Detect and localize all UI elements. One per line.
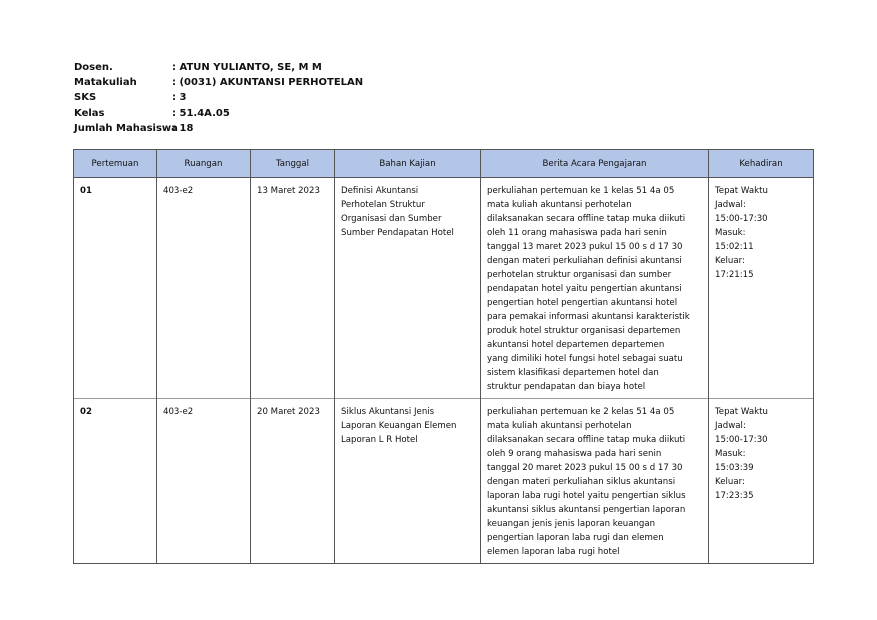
berita-line: mata kuliah akuntansi perhotelan: [487, 421, 632, 431]
berita-acara-cell: [481, 178, 709, 399]
bahan-line: Laporan Keuangan Elemen: [341, 421, 457, 431]
berita-line: akuntansi hotel departemen departemen: [487, 340, 665, 350]
berita-line: pengertian hotel pengertian akuntansi hotel: [487, 298, 678, 308]
berita-line: dilaksanakan secara offline tatap muka diikuti: [487, 214, 686, 224]
jadwal-value: 15:00-17:30: [715, 214, 768, 224]
berita-line: laporan laba rugi hotel yaitu pengertian siklus: [487, 491, 686, 501]
jadwal-label: Jadwal:: [715, 421, 746, 431]
ruangan-cell: 403-e2: [157, 399, 251, 564]
berita-line: oleh 9 orang mahasiswa pada hari senin: [487, 449, 662, 459]
keluar-label: Keluar:: [715, 256, 745, 266]
matakuliah-value: : (0031) AKUNTANSI PERHOTELAN: [172, 77, 364, 89]
berita-line: para pemakai informasi akuntansi karakteristik: [487, 312, 690, 322]
header-tanggal: Tanggal: [251, 150, 335, 178]
tanggal-cell: 20 Maret 2023: [251, 399, 335, 564]
berita-line: dilaksanakan secara offline tatap muka diikuti: [487, 435, 686, 445]
keluar-label: Keluar:: [715, 477, 745, 487]
berita-line: perhotelan struktur organisasi dan sumber: [487, 270, 672, 280]
kehadiran-cell: [709, 178, 814, 399]
bahan-kajian-cell: [335, 399, 481, 564]
masuk-value: 15:02:11: [715, 242, 754, 252]
tanggal-cell: 13 Maret 2023: [251, 178, 335, 399]
table-row: [74, 178, 814, 399]
dosen-value: : ATUN YULIANTO, SE, M M: [172, 62, 322, 73]
berita-line: mata kuliah akuntansi perhotelan: [487, 200, 632, 210]
berita-line: produk hotel struktur organisasi departemen: [487, 326, 681, 336]
header-pertemuan: Pertemuan: [74, 150, 157, 178]
berita-line: akuntansi siklus akuntansi pengertian laporan: [487, 505, 686, 515]
matakuliah-label: Matakuliah: [74, 77, 137, 89]
berita-acara-cell: [481, 399, 709, 564]
bahan-line: Perhotelan Struktur: [341, 200, 425, 210]
berita-line: tanggal 13 maret 2023 pukul 15 00 s d 17 30: [487, 242, 683, 252]
header-bahan-kajian: Bahan Kajian: [335, 150, 481, 178]
berita-line: oleh 11 orang mahasiswa pada hari senin: [487, 228, 667, 238]
jadwal-value: 15:00-17:30: [715, 435, 768, 445]
berita-line: dengan materi perkuliahan definisi akuntansi: [487, 256, 682, 266]
info-row-dosen: [74, 60, 363, 75]
header-kehadiran: Kehadiran: [709, 150, 814, 178]
dosen-label: Dosen.: [74, 62, 113, 73]
kehadiran-status: Tepat Waktu: [715, 407, 768, 417]
bahan-line: Definisi Akuntansi: [341, 186, 419, 196]
attendance-table: [73, 149, 814, 564]
berita-line: tanggal 20 maret 2023 pukul 15 00 s d 17 30: [487, 463, 683, 473]
kelas-label: Kelas: [74, 107, 105, 119]
table-row: [74, 399, 814, 564]
bahan-kajian-cell: [335, 178, 481, 399]
info-row-kelas: [74, 106, 363, 121]
kelas-value: : 51.4A.05: [172, 107, 230, 119]
jadwal-label: Jadwal:: [715, 200, 746, 210]
header-berita-acara: Berita Acara Pengajaran: [481, 150, 709, 178]
jumlah-mahasiswa-label: Jumlah Mahasiswa: [74, 122, 178, 134]
info-row-sks: [74, 90, 363, 105]
berita-line: struktur pendapatan dan biaya hotel: [487, 382, 646, 392]
info-row-jumlah-mahasiswa: [74, 121, 363, 136]
berita-line: keuangan jenis jenis laporan keuangan: [487, 519, 656, 529]
kehadiran-cell: [709, 399, 814, 564]
keluar-value: 17:23:35: [715, 491, 754, 501]
masuk-label: Masuk:: [715, 228, 746, 238]
header-ruangan: Ruangan: [157, 150, 251, 178]
bahan-line: Laporan L R Hotel: [341, 435, 418, 445]
berita-line: elemen laporan laba rugi hotel: [487, 547, 620, 557]
berita-line: perkuliahan pertemuan ke 2 kelas 51 4a 05: [487, 407, 675, 417]
bahan-line: Organisasi dan Sumber: [341, 214, 442, 224]
bahan-line: Siklus Akuntansi Jenis: [341, 407, 435, 417]
berita-line: dengan materi perkuliahan siklus akuntansi: [487, 477, 676, 487]
sks-value: : 3: [172, 92, 187, 104]
keluar-value: 17:21:15: [715, 270, 754, 280]
berita-line: sistem klasifikasi departemen hotel dan: [487, 368, 659, 378]
berita-line: pengertian laporan laba rugi dan elemen: [487, 533, 664, 543]
berita-line: perkuliahan pertemuan ke 1 kelas 51 4a 05: [487, 186, 675, 196]
jumlah-mahasiswa-value: : 18: [172, 122, 194, 134]
ruangan-cell: 403-e2: [157, 178, 251, 399]
berita-line: pendapatan hotel yaitu pengertian akuntansi: [487, 284, 682, 294]
masuk-label: Masuk:: [715, 449, 746, 459]
table-header-row: [74, 150, 814, 178]
info-row-matakuliah: [74, 75, 363, 90]
kehadiran-status: Tepat Waktu: [715, 186, 768, 196]
pertemuan-cell: 02: [74, 399, 157, 564]
bahan-line: Sumber Pendapatan Hotel: [341, 228, 454, 238]
masuk-value: 15:03:39: [715, 463, 754, 473]
pertemuan-cell: 01: [74, 178, 157, 399]
berita-line: yang dimiliki hotel fungsi hotel sebagai suatu: [487, 354, 683, 364]
course-info: [74, 60, 363, 136]
sks-label: SKS: [74, 92, 97, 104]
